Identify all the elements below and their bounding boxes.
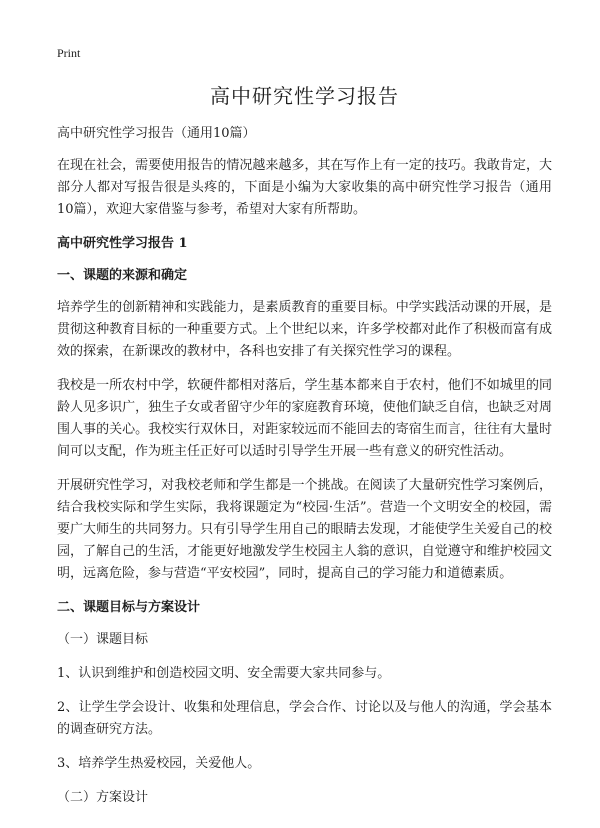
intro-paragraph: 在现在社会，需要使用报告的情况越来越多，其在写作上有一定的技巧。我敢肯定，大部分人都对写报告很是头疼的，下面是小编为大家收集的高中研究性学习报告（通用10篇），欢迎大家借鉴与参考，希望对大家有所帮助。 <box>57 158 552 217</box>
goal-item-3: 3、培养学生热爱校园，关爱他人。 <box>57 756 261 771</box>
section2-sub1: （一）课题目标 <box>57 632 149 647</box>
section1-paragraph-2: 我校是一所农村中学，软硬件都相对落后，学生基本都来自于农村，他们不如城里的同龄人见多识广，独生子女或者留守少年的家庭教育环境，使他们缺乏自信，也缺乏对周围人事的关心。我校实行双休日，对距家较远而不能回去的寄宿生而言，往往有大量时间可以支配，作为班主任正好可以适时引导学生开展一些有意义的研究性活动。 <box>57 378 552 459</box>
report-heading: 高中研究性学习报告 1 <box>57 236 188 251</box>
print-label[interactable]: Print <box>57 46 81 60</box>
document-title: 高中研究性学习报告 <box>210 84 399 108</box>
section1-heading: 一、课题的来源和确定 <box>57 268 188 283</box>
goal-item-2: 2、让学生学会设计、收集和处理信息，学会合作、讨论以及与他人的沟通，学会基本的调查研究方法。 <box>57 700 552 737</box>
section1-paragraph-3: 开展研究性学习，对我校老师和学生都是一个挑战。在阅读了大量研究性学习案例后，结合我校实际和学生实际，我将课题定为“校园·生活”。营造一个文明安全的校园，需要广大师生的共同努力。只有引导学生用自己的眼睛去发现，才能使学生关爱自己的校园，了解自己的生活，才能更好地激发学生校园主人翁的意识，自觉遵守和维护校园文明，远离危险，参与营造“平安校园”，同时，提高自己的学习能力和道德素质。 <box>57 478 552 581</box>
section2-heading: 二、课题目标与方案设计 <box>57 600 201 615</box>
section1-paragraph-1: 培养学生的创新精神和实践能力，是素质教育的重要目标。中学实践活动课的开展，是贯彻这种教育目标的一种重要方式。上个世纪以来，许多学校都对此作了积极而富有成效的探索，在新课改的教材中，各科也安排了有关探究性学习的课程。 <box>57 300 552 359</box>
section2-sub2: （二）方案设计 <box>57 790 149 805</box>
goal-item-1: 1、认识到维护和创造校园文明、安全需要大家共同参与。 <box>57 666 391 681</box>
document-subtitle: 高中研究性学习报告（通用10篇） <box>57 126 256 141</box>
